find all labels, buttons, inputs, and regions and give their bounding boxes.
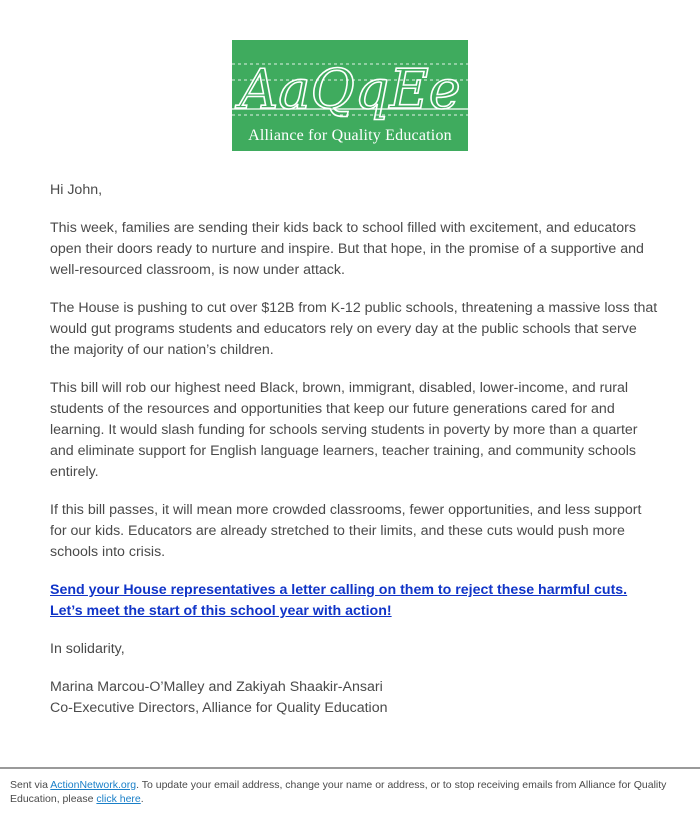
signature	[50, 677, 660, 719]
paragraph-1: This week, families are sending their kids back to school filled with excitement, and educators open their doors ready to nurture and inspire. But that hope, in the promise of a supportive and well-resourced classroom, is now under attack.	[50, 220, 644, 278]
actionnetwork-link[interactable]: ActionNetwork.org	[50, 779, 137, 791]
paragraph-4: If this bill passes, it will mean more crowded classrooms, fewer opportunities, and less support for our kids. Educators are already stretched to their limits, and these cuts would push more schools into crisis.	[50, 502, 642, 560]
logo-org-name: Alliance for Quality Education	[248, 127, 452, 144]
cta-link-line-1[interactable]: Send your House representatives a letter calling on them to reject these harmful cuts.	[50, 582, 628, 598]
footer	[10, 778, 680, 806]
aqe-logo	[232, 40, 468, 151]
footer-middle: . To update your email address, change your name or address, or to stop receiving emails from Alliance for Quality Education, please	[10, 779, 667, 805]
footer-divider	[0, 767, 700, 769]
closing: In solidarity,	[50, 641, 125, 657]
cta-link-line-2[interactable]: Let’s meet the start of this school year with action!	[50, 603, 392, 619]
greeting: Hi John,	[50, 182, 103, 198]
cta-block	[50, 580, 660, 622]
paragraph-3: This bill will rob our highest need Black, brown, immigrant, disabled, lower-income, and rural students of the resources and opportunities that keep our future generations cared for and learning. It would slash funding for schools serving students in poverty by more than a quarter and eliminate support for English language learners, teacher training, and community schools entirely.	[50, 380, 638, 480]
footer-suffix: .	[140, 793, 144, 805]
signature-names: Marina Marcou-O’Malley and Zakiyah Shaakir-Ansari	[50, 679, 383, 695]
logo-script-text: AaQqEe	[239, 58, 461, 121]
email-body	[50, 180, 660, 736]
footer-prefix: Sent via	[10, 779, 51, 791]
unsubscribe-link[interactable]: click here	[96, 793, 141, 805]
paragraph-2: The House is pushing to cut over $12B from K-12 public schools, threatening a massive loss that would gut programs students and educators rely on every day at the public schools that serve the majority of our nation’s children.	[50, 300, 658, 358]
signature-title: Co-Executive Directors, Alliance for Quality Education	[50, 700, 388, 716]
